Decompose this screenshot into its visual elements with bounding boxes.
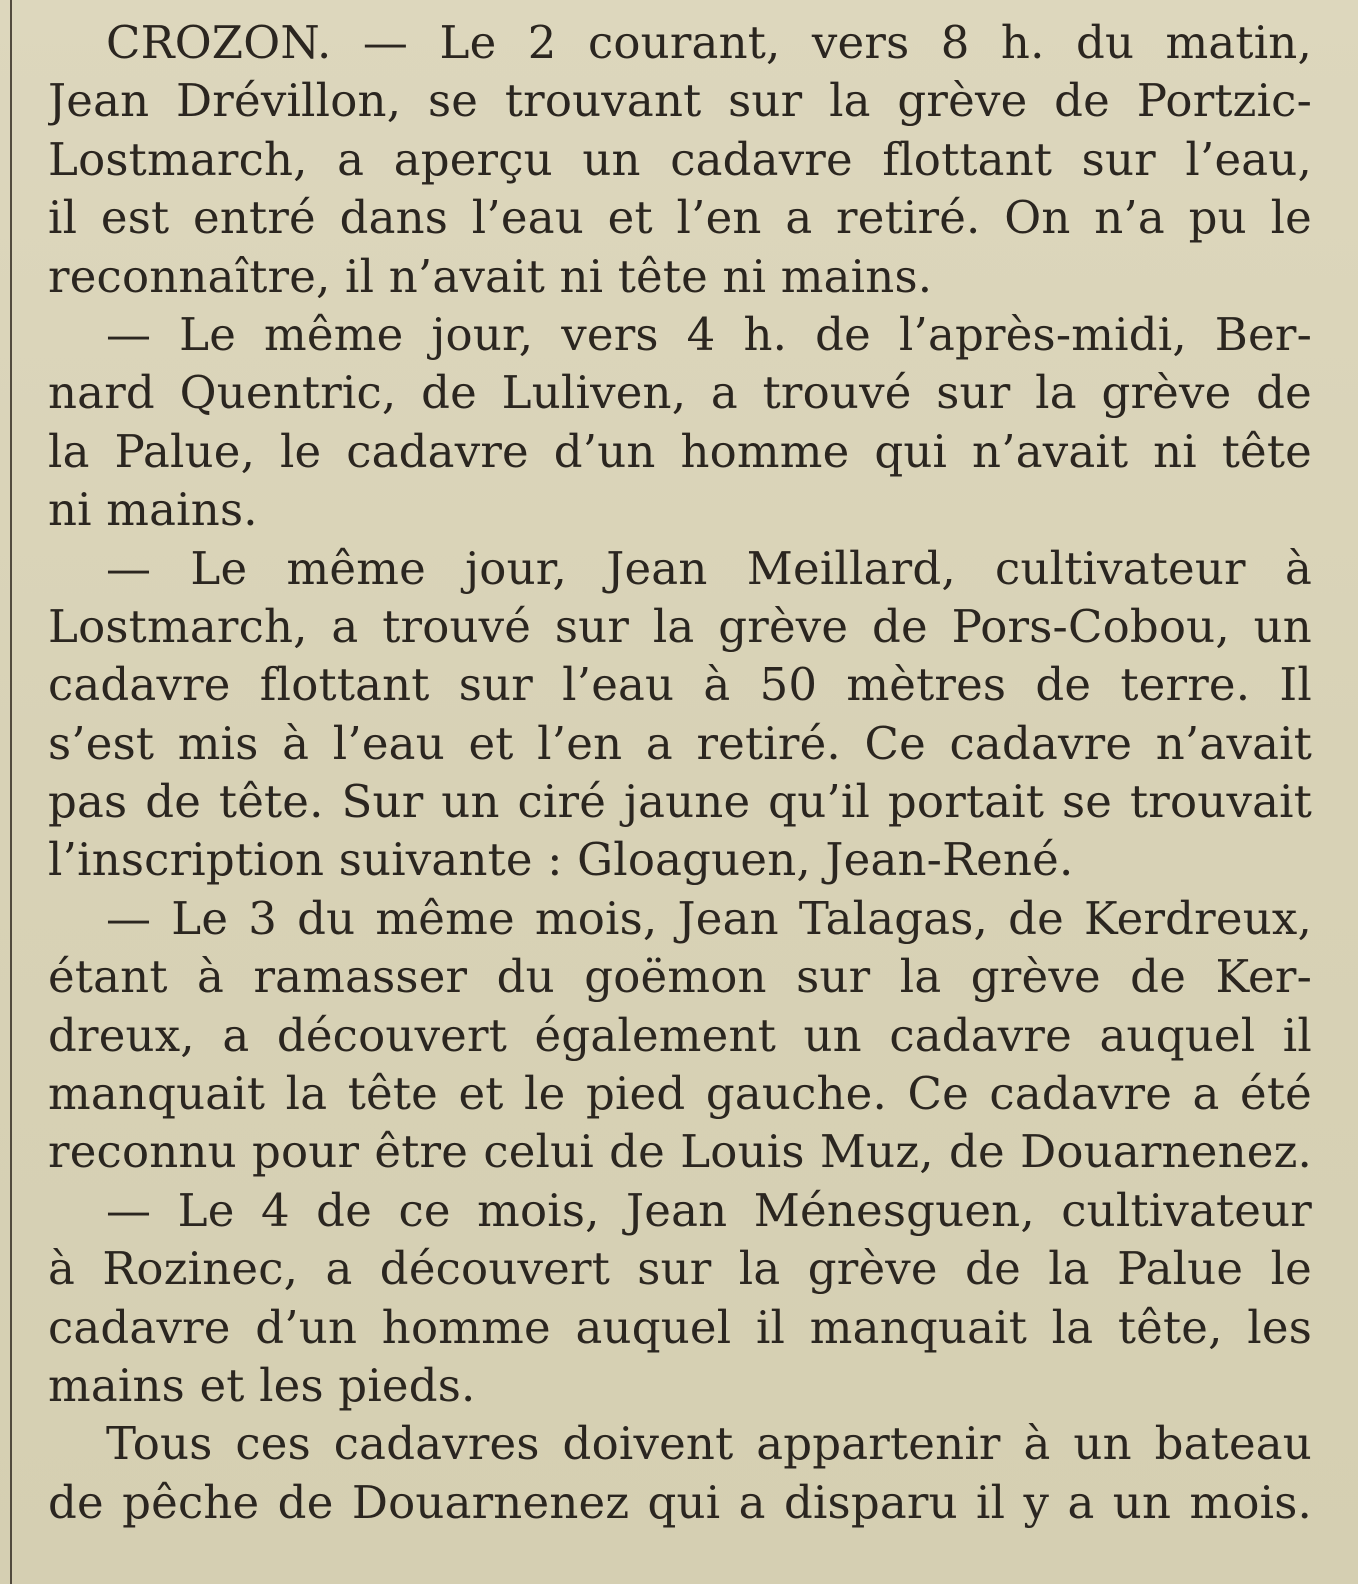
text-line: dreux, a découvert également un cadavre auquel il — [48, 1008, 1312, 1062]
column-rule — [10, 0, 12, 1584]
text-line: — Le même jour, Jean Meillard, cultivateur à — [106, 541, 1312, 595]
text-line: CROZON. — Le 2 courant, vers 8 h. du matin, — [106, 16, 1312, 69]
text-line: s’est mis à l’eau et l’en a retiré. Ce cadavre n’avait — [48, 716, 1312, 770]
text-line: manquait la tête et le pied gauche. Ce cadavre a été — [48, 1067, 1312, 1121]
article-text — [48, 14, 1312, 1532]
text-line: Lostmarch, a aperçu un cadavre flottant sur l’eau, — [48, 132, 1312, 186]
text-line: Jean Drévillon, se trouvant sur la grève de Portzic- — [48, 74, 1312, 128]
text-line: Tous ces cadavres doivent appartenir à un bateau — [106, 1417, 1312, 1471]
text-line: nard Quentric, de Luliven, a trouvé sur la grève de — [48, 366, 1312, 420]
text-line: reconnu pour être celui de Louis Muz, de Douarnenez. — [48, 1125, 1312, 1179]
text-line: cadavre flottant sur l’eau à 50 mètres de terre. Il — [48, 658, 1312, 712]
text-line: il est entré dans l’eau et l’en a retiré. On n’a pu le — [48, 191, 1312, 245]
text-line: Lostmarch, a trouvé sur la grève de Pors-Cobou, un — [48, 599, 1312, 653]
text-line: — Le 3 du même mois, Jean Talagas, de Kerdreux, — [106, 891, 1312, 945]
text-line: ni mains. — [48, 483, 258, 537]
text-line: — Le même jour, vers 4 h. de l’après-midi, Ber- — [106, 307, 1312, 361]
text-line: de pêche de Douarnenez qui a disparu il y a un mois. — [48, 1475, 1312, 1529]
text-line: mains et les pieds. — [48, 1358, 476, 1412]
text-line: reconnaître, il n’avait ni tête ni mains. — [48, 249, 933, 303]
text-line: la Palue, le cadavre d’un homme qui n’avait ni tête — [48, 424, 1312, 478]
text-line: — Le 4 de ce mois, Jean Ménesguen, cultivateur — [106, 1183, 1312, 1237]
text-line: pas de tête. Sur un ciré jaune qu’il portait se trouvait — [48, 775, 1312, 829]
text-line: l’inscription suivante : Gloaguen, Jean-René. — [48, 833, 1074, 887]
text-line: cadavre d’un homme auquel il manquait la tête, les — [48, 1300, 1312, 1354]
text-line: à Rozinec, a découvert sur la grève de la Palue le — [48, 1242, 1312, 1296]
text-line: étant à ramasser du goëmon sur la grève de Ker- — [48, 950, 1312, 1004]
